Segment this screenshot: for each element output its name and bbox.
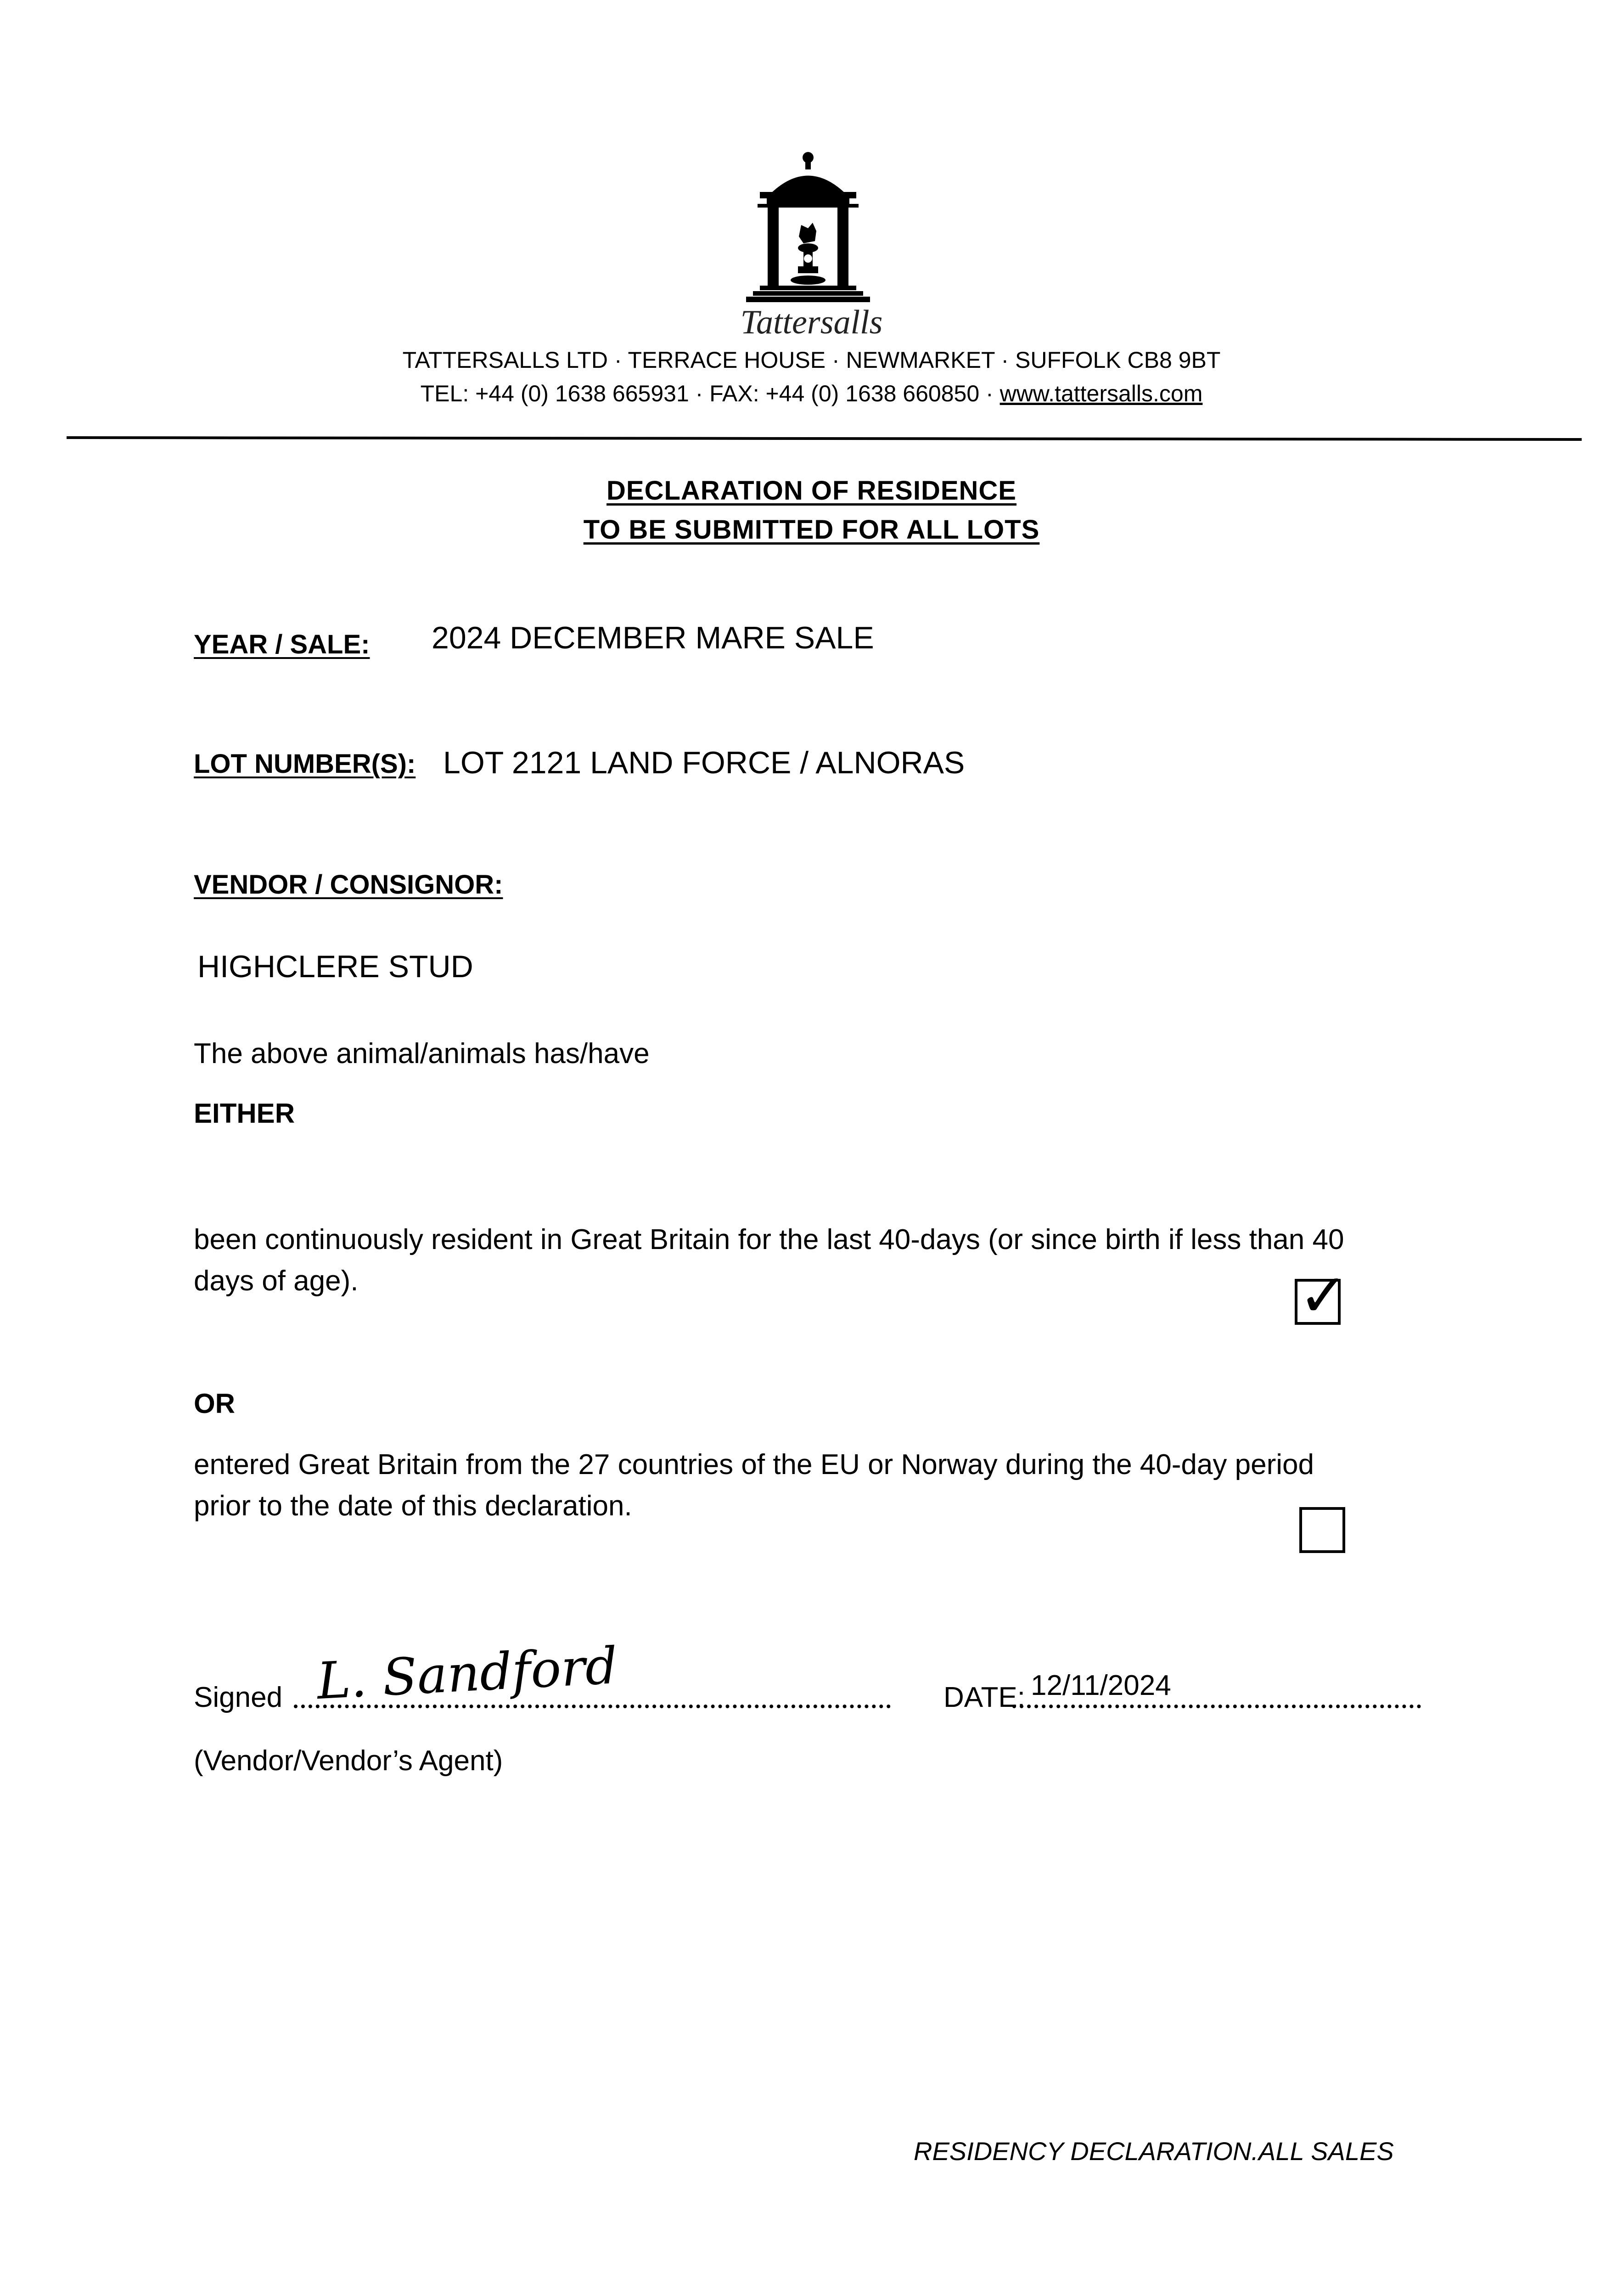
lot-numbers-value: LOT 2121 LAND FORCE / ALNORAS xyxy=(443,745,965,780)
option-2-line-1: entered Great Britain from the 27 countries of the EU or Norway during the 40-day period xyxy=(194,1449,1314,1480)
website-link[interactable]: www.tattersalls.com xyxy=(1000,381,1203,406)
year-sale-value: 2024 DECEMBER MARE SALE xyxy=(432,620,874,655)
option-1-line-1: been continuously resident in Great Britain for the last 40-days (or since birth if less than 40 xyxy=(194,1224,1344,1255)
either-label: EITHER xyxy=(194,1098,295,1129)
date-label: DATE: xyxy=(943,1682,1025,1713)
vendor-value: HIGHCLERE STUD xyxy=(197,949,473,984)
document-subtitle: TO BE SUBMITTED FOR ALL LOTS xyxy=(583,515,1040,545)
option-1-text xyxy=(194,1219,1433,1302)
or-label: OR xyxy=(194,1388,235,1419)
year-sale-label: YEAR / SALE: xyxy=(194,630,370,659)
handwritten-signature: L. Sandford xyxy=(315,1636,619,1711)
company-address: TATTERSALLS LTD · TERRACE HOUSE · NEWMARKET · SUFFOLK CB8 9BT xyxy=(402,347,1221,373)
checkmark-icon: ✓ xyxy=(1298,1261,1348,1330)
header-divider xyxy=(67,436,1582,441)
contact-line xyxy=(275,380,1348,407)
option-2-text xyxy=(194,1444,1433,1527)
document-title: DECLARATION OF RESIDENCE xyxy=(607,476,1016,506)
date-line xyxy=(1012,1705,1421,1708)
contact-numbers: TEL: +44 (0) 1638 665931 · FAX: +44 (0) 1638 660850 · xyxy=(420,381,1000,406)
statement-intro: The above animal/animals has/have xyxy=(194,1038,650,1069)
vendor-label: VENDOR / CONSIGNOR: xyxy=(194,870,503,900)
tattersalls-logo-icon xyxy=(739,149,877,308)
option-1-checkbox[interactable] xyxy=(1295,1261,1348,1330)
option-2-checkbox[interactable] xyxy=(1299,1507,1345,1553)
brand-name: Tattersalls xyxy=(740,304,883,341)
signer-role: (Vendor/Vendor’s Agent) xyxy=(194,1745,503,1777)
date-value: 12/11/2024 xyxy=(1031,1670,1171,1701)
lot-numbers-label: LOT NUMBER(S): xyxy=(194,749,416,779)
footer-reference: RESIDENCY DECLARATION.ALL SALES xyxy=(914,2137,1394,2166)
option-2-line-2: prior to the date of this declaration. xyxy=(194,1490,632,1522)
option-1-line-2: days of age). xyxy=(194,1265,359,1297)
signed-label: Signed xyxy=(194,1682,283,1713)
